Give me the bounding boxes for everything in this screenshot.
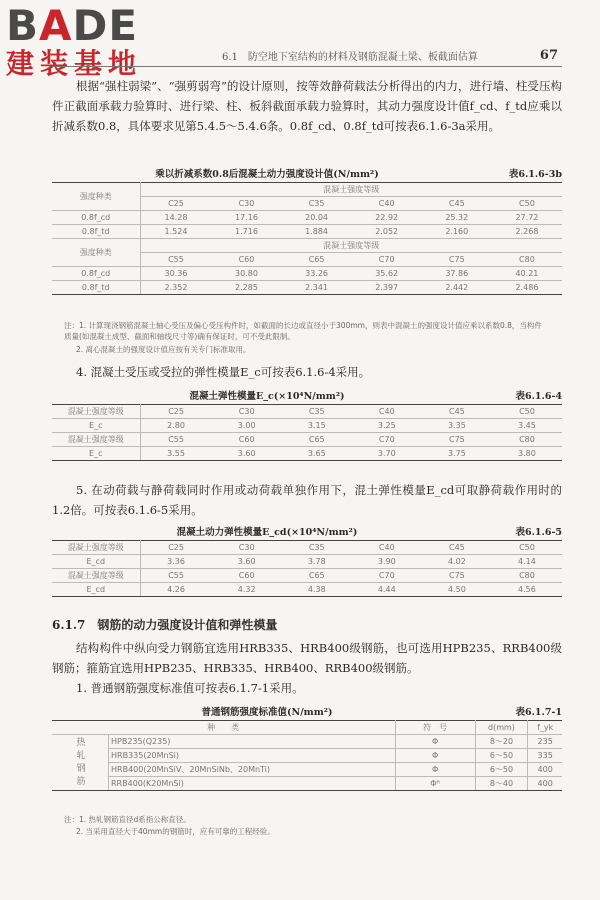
table-71-header: 种 类	[52, 721, 395, 735]
table-cell: C65	[282, 433, 352, 447]
table-cell: Φ	[395, 735, 475, 749]
table-4-row-label: 混凝土强度等级	[52, 433, 140, 447]
table-3b-grade: C75	[422, 253, 492, 267]
table-4-number: 表6.1.6-4	[515, 391, 562, 402]
table-cell: 14.28	[140, 211, 211, 225]
table-cell: 3.36	[140, 555, 212, 569]
section-heading: 6.1.7 钢筋的动力强度设计值和弹性模量	[52, 618, 278, 632]
logo-subtitle: 建装基地	[6, 47, 143, 80]
header-rule	[52, 66, 562, 67]
table-cell: C50	[492, 541, 562, 555]
table-cell: 30.36	[140, 267, 211, 281]
table-cell: 30.80	[211, 267, 281, 281]
table-cell: 3.00	[212, 419, 282, 433]
table-3b-grade: C55	[140, 253, 211, 267]
table-cell: 3.80	[492, 447, 562, 461]
table-row	[52, 447, 562, 461]
table-cell: C75	[422, 433, 492, 447]
table-71-number: 表6.1.7-1	[515, 707, 562, 718]
table-4-caption	[52, 388, 562, 402]
table-cell: C55	[140, 433, 212, 447]
table-71-header: f_yk	[528, 721, 562, 735]
table-cell: Φ	[395, 749, 475, 763]
table-cell: C25	[140, 405, 212, 419]
table-5-row-label: E_cd	[52, 555, 140, 569]
table-cell: 2.80	[140, 419, 212, 433]
table-4-row-label: 混凝土强度等级	[52, 405, 140, 419]
table-cell: 400	[528, 777, 562, 791]
table-cell: 3.45	[492, 419, 562, 433]
table-3b	[52, 182, 562, 295]
running-header	[222, 48, 558, 63]
table-cell: 6～50	[475, 763, 528, 777]
table-row	[52, 749, 562, 763]
item-4-paragraph: 4. 混凝土受压或受拉的弹性模量E_c可按表6.1.6-4采用。	[76, 365, 371, 379]
table-row	[52, 419, 562, 433]
table-cell: 40.21	[492, 267, 562, 281]
table-cell: 4.14	[492, 555, 562, 569]
table-cell: HRB335(20MnSi)	[109, 749, 396, 763]
table-cell: C30	[212, 405, 282, 419]
table-cell: 2.160	[422, 225, 492, 239]
table-cell: 3.25	[352, 419, 422, 433]
table-row	[52, 541, 562, 555]
intro-paragraph: 根据“强柱弱梁”、“强剪弱弯”的设计原则，按等效静荷载法分析得出的内力，进行墙、柱受压构件正截面承载力验算时、进行梁、柱、板斜截面承载力验算时，其动力强度设计值f_cd、f_td应乘以折减系数0.8，具体要求见第5.4.5～5.4.6条。0.8f_cd、0.8f_td可按表6.1.6-3a采用。	[52, 79, 562, 133]
table-row	[52, 433, 562, 447]
table-3b-caption	[52, 166, 562, 180]
table-cell: C70	[352, 433, 422, 447]
section-paragraph: 结构构件中纵向受力钢筋宜选用HRB335、HRB400级钢筋，也可选用HPB235、RRB400级钢筋；箍筋宜选用HPB235、HRB335、HRB400、RRB400级钢筋。	[52, 641, 562, 675]
table-71-group: 热轧钢筋	[52, 735, 109, 791]
table-3b-grade: C80	[492, 253, 562, 267]
table-71-header: d(mm)	[475, 721, 528, 735]
table-row	[52, 777, 562, 791]
table-3b-grade: C40	[352, 197, 422, 211]
table-cell: 400	[528, 763, 562, 777]
table-cell: 1.524	[140, 225, 211, 239]
table-71	[52, 720, 562, 791]
item-5-paragraph: 5. 在动荷载与静荷载同时作用或动荷载单独作用下，混土弹性模量E_cd可取静荷载作用时的1.2倍。可按表6.1.6-5采用。	[52, 483, 562, 517]
table-cell: 2.052	[352, 225, 422, 239]
table-3b-row-label: 0.8f_cd	[52, 267, 140, 281]
table-3b-row-header: 强度种类	[52, 183, 140, 211]
table-cell: 4.56	[492, 583, 562, 597]
table-cell: HPB235(Q235)	[109, 735, 396, 749]
table-cell: 8～20	[475, 735, 528, 749]
table-row	[52, 405, 562, 419]
table-cell: 2.285	[211, 281, 281, 295]
table-3b-grade: C25	[140, 197, 211, 211]
table-cell: 3.35	[422, 419, 492, 433]
table-cell: C25	[140, 541, 212, 555]
table-cell: 4.02	[422, 555, 492, 569]
table-3b-grade: C30	[211, 197, 281, 211]
table-cell: 3.75	[422, 447, 492, 461]
table-cell: C45	[422, 541, 492, 555]
table-cell: C35	[282, 541, 352, 555]
table-3b-grade: C70	[352, 253, 422, 267]
table-row	[52, 281, 562, 295]
table-cell: 3.70	[352, 447, 422, 461]
table-cell: C80	[492, 433, 562, 447]
table-3b-number: 表6.1.6-3b	[508, 169, 562, 180]
table-cell: 3.90	[352, 555, 422, 569]
table-cell: 22.92	[352, 211, 422, 225]
table-row	[52, 735, 562, 749]
page-number: 67	[539, 48, 558, 63]
table-cell: C70	[352, 569, 422, 583]
table-3b-row-label: 0.8f_td	[52, 225, 140, 239]
table-3b-grade: C50	[492, 197, 562, 211]
table-3b-row-label: 0.8f_cd	[52, 211, 140, 225]
table-cell: 235	[528, 735, 562, 749]
table-3b-group-header: 混凝土强度等级	[140, 183, 562, 197]
table-5-caption	[52, 524, 562, 538]
table-4-row-label: E_c	[52, 447, 140, 461]
table-5	[52, 540, 562, 597]
table-cell: 35.62	[352, 267, 422, 281]
table-cell: C45	[422, 405, 492, 419]
table-cell: 25.32	[422, 211, 492, 225]
table-cell: 4.32	[212, 583, 282, 597]
table-cell: C30	[212, 541, 282, 555]
table-cell: 2.486	[492, 281, 562, 295]
table-cell: 2.442	[422, 281, 492, 295]
logo-letters: BADE	[6, 1, 139, 50]
table-cell: C60	[212, 433, 282, 447]
table-71-title: 普通钢筋强度标准值(N/mm²)	[201, 707, 333, 718]
table-cell: 2.352	[140, 281, 211, 295]
table-cell: C35	[282, 405, 352, 419]
table-cell: C60	[212, 569, 282, 583]
table-3b-row-label: 0.8f_td	[52, 281, 140, 295]
table-cell: 335	[528, 749, 562, 763]
table-5-row-label: 混凝土强度等级	[52, 569, 140, 583]
table-cell: C55	[140, 569, 212, 583]
item-1-paragraph: 1. 普通钢筋强度标准值可按表6.1.7-1采用。	[76, 681, 304, 695]
table-4-row-label: E_c	[52, 419, 140, 433]
table-cell: 3.55	[140, 447, 212, 461]
table-3b-grade: C35	[282, 197, 352, 211]
table-row	[52, 569, 562, 583]
table-cell: 2.268	[492, 225, 562, 239]
table-cell: 2.397	[352, 281, 422, 295]
table-cell: Φᴿ	[395, 777, 475, 791]
table-5-row-label: E_cd	[52, 583, 140, 597]
table-cell: 3.78	[282, 555, 352, 569]
table-cell: 37.86	[422, 267, 492, 281]
table-cell: RRB400(K20MnSi)	[109, 777, 396, 791]
table-cell: 27.72	[492, 211, 562, 225]
table-cell: C65	[282, 569, 352, 583]
table-cell: C80	[492, 569, 562, 583]
table-cell: 4.26	[140, 583, 212, 597]
table-cell: 3.60	[212, 555, 282, 569]
table-3b-row-header: 强度种类	[52, 239, 140, 267]
table-row	[52, 211, 562, 225]
table-cell: C50	[492, 405, 562, 419]
table-cell: 1.716	[211, 225, 281, 239]
table-row	[52, 555, 562, 569]
table-row	[52, 583, 562, 597]
table-71-caption	[52, 704, 562, 718]
table-row	[52, 763, 562, 777]
running-header-text: 6.1 防空地下室结构的材料及钢筋混凝土梁、板截面估算	[222, 52, 478, 63]
table-3b-grade: C45	[422, 197, 492, 211]
table-5-number: 表6.1.6-5	[515, 527, 562, 538]
table-cell: C75	[422, 569, 492, 583]
logo	[6, 1, 176, 80]
table-cell: 20.04	[282, 211, 352, 225]
table-3b-note-1: 注：1. 计算现浇钢筋混凝土轴心受压及偏心受压构件时，如截面的长边或直径小于300mm，则表中混凝土的强度设计值应乘以系数0.8，当构件质量(如混凝土成型、截面和轴线尺寸等)确有保证时，可不受此限制。	[64, 321, 542, 341]
table-3b-grade: C65	[282, 253, 352, 267]
table-cell: 3.60	[212, 447, 282, 461]
table-cell: 17.16	[211, 211, 281, 225]
table-cell: C40	[352, 541, 422, 555]
table-3b-title: 乘以折减系数0.8后混凝土动力强度设计值(N/mm²)	[155, 169, 379, 180]
table-71-note-1: 注：1. 热轧钢筋直径d系指公称直径。	[64, 815, 191, 824]
table-3b-note-2: 2. 离心混凝土的强度设计值应按有关专门标准取用。	[76, 345, 251, 354]
table-3b-group-header: 混凝土强度等级	[140, 239, 562, 253]
table-71-header: 符 号	[395, 721, 475, 735]
table-row	[52, 225, 562, 239]
table-row	[52, 267, 562, 281]
table-cell: 8～40	[475, 777, 528, 791]
table-4-title: 混凝土弹性模量E_c(×10⁴N/mm²)	[189, 391, 345, 402]
table-cell: 1.884	[282, 225, 352, 239]
table-3b-grade: C60	[211, 253, 281, 267]
table-71-note-2: 2. 当采用直径大于40mm的钢筋时，应有可靠的工程经验。	[76, 827, 275, 836]
table-4	[52, 404, 562, 461]
table-5-title: 混凝土动力弹性模量E_cd(×10⁴N/mm²)	[176, 527, 358, 538]
table-cell: 3.15	[282, 419, 352, 433]
table-cell: 4.50	[422, 583, 492, 597]
table-cell: C40	[352, 405, 422, 419]
table-5-row-label: 混凝土强度等级	[52, 541, 140, 555]
table-cell: HRB400(20MnSiV、20MnSiNb、20MnTi)	[109, 763, 396, 777]
table-cell: 4.44	[352, 583, 422, 597]
table-cell: 2.341	[282, 281, 352, 295]
table-cell: 3.65	[282, 447, 352, 461]
table-cell: 4.38	[282, 583, 352, 597]
table-cell: Φ	[395, 763, 475, 777]
table-cell: 6～50	[475, 749, 528, 763]
table-cell: 33.26	[282, 267, 352, 281]
